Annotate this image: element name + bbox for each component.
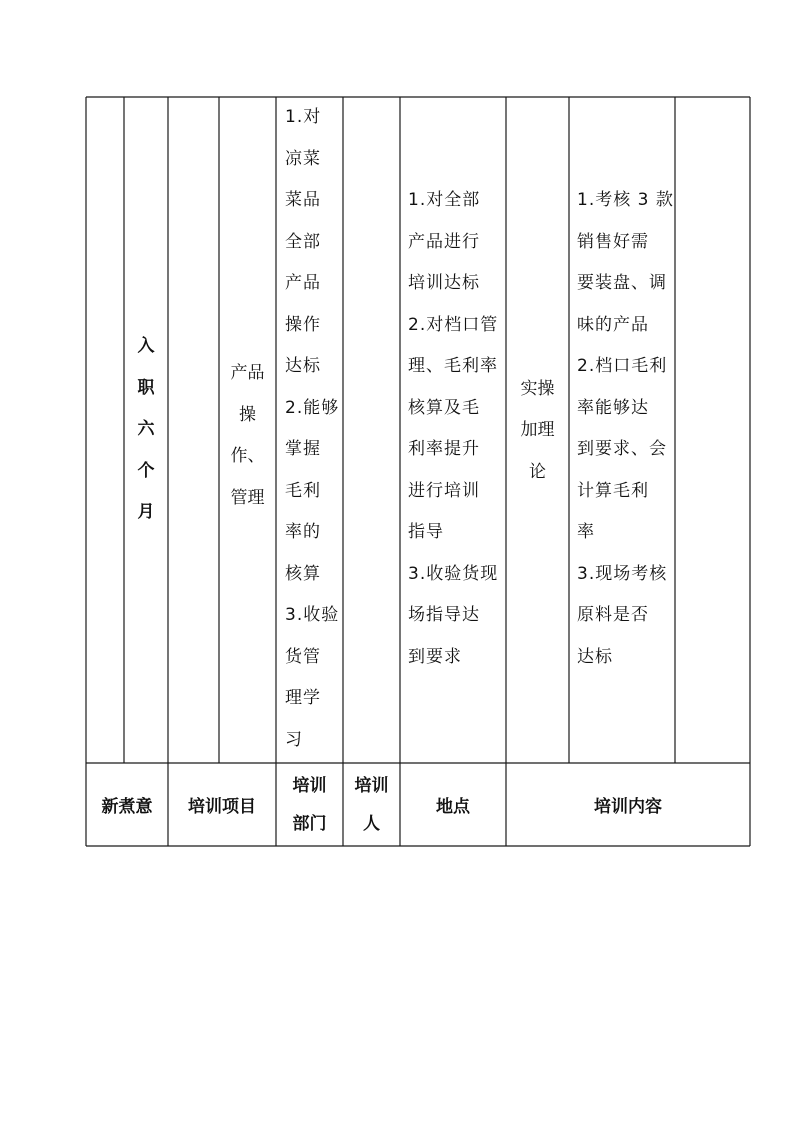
assessment-line: 3.现场考核 xyxy=(577,563,668,584)
standard-cell xyxy=(400,97,506,763)
content-line: 1.对 xyxy=(285,107,322,127)
assessment-line: 2.档口毛利 xyxy=(577,356,668,376)
content-line: 产品 xyxy=(285,273,321,293)
standard-line: 场指导达 xyxy=(408,605,480,625)
assessment-line: 计算毛利 xyxy=(577,480,649,501)
header-department-line: 部门 xyxy=(292,813,327,834)
standard-line: 到要求 xyxy=(408,646,462,667)
header-content xyxy=(506,763,750,846)
period-char: 六 xyxy=(137,419,155,440)
content-line: 菜品 xyxy=(285,190,321,210)
method-line: 加理 xyxy=(520,420,555,441)
period-cell xyxy=(124,97,168,763)
standard-line: 指导 xyxy=(408,522,444,542)
project-cell xyxy=(219,97,276,763)
header-location-label: 地点 xyxy=(436,797,470,817)
standard-line: 进行培训 xyxy=(408,480,480,501)
assessment-cell xyxy=(569,97,675,763)
method-line: 实操 xyxy=(520,378,555,399)
header-trainer-line: 培训 xyxy=(354,775,389,796)
content-line: 核算 xyxy=(285,563,321,584)
header-company-label: 新煮意 xyxy=(101,797,153,817)
content-line: 掌握 xyxy=(285,439,321,459)
header-location xyxy=(400,763,506,846)
assessment-line: 达标 xyxy=(577,646,613,667)
period-char: 个 xyxy=(137,460,155,481)
header-company xyxy=(86,763,168,846)
header-department xyxy=(276,763,343,846)
content-line: 3.收验 xyxy=(285,605,340,625)
assessment-line: 1.考核 3 款 xyxy=(577,190,674,210)
standard-line: 核算及毛 xyxy=(408,397,480,418)
assessment-line: 销售好需 xyxy=(577,231,649,252)
assessment-line: 到要求、会 xyxy=(577,439,667,459)
standard-line: 1.对全部 xyxy=(408,190,481,210)
standard-line: 3.收验货现 xyxy=(408,563,499,584)
period-char: 入 xyxy=(137,336,155,357)
project-line: 操 xyxy=(239,404,256,425)
assessment-line: 味的产品 xyxy=(577,314,649,335)
method-line: 论 xyxy=(529,461,546,482)
header-trainer-line: 人 xyxy=(363,813,380,834)
content-line: 毛利 xyxy=(285,480,321,501)
content-line: 习 xyxy=(285,729,303,750)
row-blank-cell xyxy=(343,97,400,763)
standard-line: 培训达标 xyxy=(408,273,480,293)
content-line: 率的 xyxy=(285,522,321,542)
project-line: 作、 xyxy=(230,446,265,466)
row-blank-cell xyxy=(675,97,750,763)
project-line: 管理 xyxy=(230,487,265,508)
content-cell xyxy=(276,97,343,763)
period-char: 月 xyxy=(137,502,155,523)
content-line: 2.能够 xyxy=(285,397,340,418)
standard-line: 理、毛利率 xyxy=(408,356,498,376)
row-blank-cell xyxy=(168,97,219,763)
method-cell xyxy=(506,97,569,763)
assessment-line: 率能够达 xyxy=(577,397,649,418)
content-line: 操作 xyxy=(285,314,321,335)
content-line: 理学 xyxy=(285,688,321,708)
content-line: 达标 xyxy=(285,356,321,376)
row-blank-cell xyxy=(86,97,124,763)
standard-line: 2.对档口管 xyxy=(408,314,499,335)
header-trainer xyxy=(343,763,400,846)
content-line: 货管 xyxy=(285,646,321,667)
header-project-label: 培训项目 xyxy=(188,797,256,817)
assessment-line: 率 xyxy=(577,522,595,542)
header-content-label: 培训内容 xyxy=(594,797,662,817)
assessment-line: 要装盘、调 xyxy=(577,273,667,293)
standard-line: 利率提升 xyxy=(408,439,480,459)
standard-line: 产品进行 xyxy=(408,231,480,252)
period-char: 职 xyxy=(137,377,155,398)
content-line: 凉菜 xyxy=(285,148,321,169)
assessment-line: 原料是否 xyxy=(577,605,649,625)
header-project xyxy=(168,763,276,846)
content-line: 全部 xyxy=(285,231,321,252)
header-department-line: 培训 xyxy=(292,775,327,796)
project-line: 产品 xyxy=(230,363,265,383)
